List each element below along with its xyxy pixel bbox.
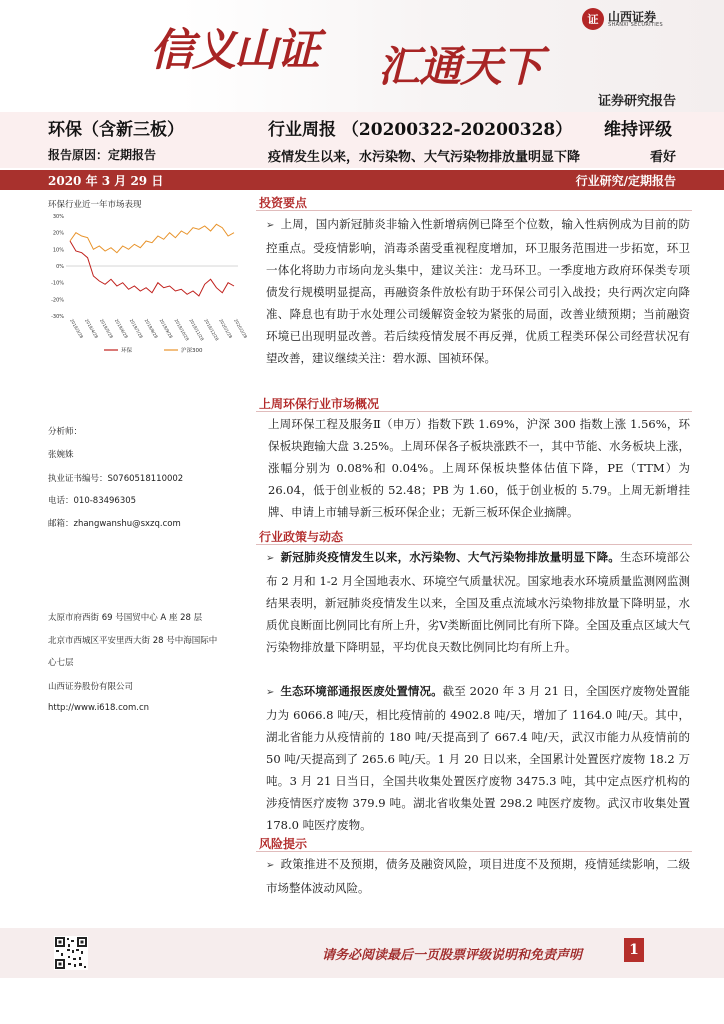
company-name: 山西证券股份有限公司	[48, 682, 134, 692]
x-tick-label: 2020/2/28	[233, 318, 249, 340]
page-number: 1	[624, 938, 644, 962]
series-line-沪深300	[70, 224, 234, 252]
policy-1-heading: 新冠肺炎疫情发生以来，水污染物、大气污染物排放量明显下降。	[280, 550, 620, 564]
report-type: 证券研究报告	[597, 94, 676, 109]
y-tick-label: 10%	[52, 247, 64, 254]
x-tick-label: 2019/9/28	[158, 318, 174, 340]
slogan-left: 信义山证	[150, 25, 318, 76]
email: 邮箱：zhangwanshu@sxzq.com	[48, 519, 181, 529]
outlook: 看好	[650, 150, 677, 165]
company-logo	[582, 8, 663, 30]
rating: 维持评级	[604, 120, 672, 140]
y-tick-label: 0%	[56, 264, 64, 270]
analyst-label: 分析师：	[48, 427, 83, 437]
sector-title: 环保（含新三板）	[48, 120, 184, 140]
report-date: 2020 年 3 月 29 日	[48, 174, 164, 188]
address-beijing-1: 北京市西城区平安里西大街 28 号中海国际中	[48, 636, 218, 646]
x-tick-label: 2019/12/28	[203, 318, 220, 342]
y-tick-label: -20%	[51, 297, 64, 304]
investment-paragraph	[266, 213, 690, 369]
market-performance-chart	[44, 208, 249, 358]
logo-en: SHANXI SECURITIES	[608, 21, 663, 28]
investment-text: 上周，国内新冠肺炎非输入性新增病例已降至个位数，输入性病例成为目前的防控重点。受疫情影响，消毒杀菌受重视程度增加，环卫服务范围进一步拓宽，环卫一体化将助力市场向龙头集中，建议关注：龙马环卫。一季度地方政府环保类专项债发行规模明显提高，再融资条件放松有助于环保公司引入战投；央行两次定向降准、降息也有助于水处理公司缓解资金较为紧张的局面，改善业绩预期；当前融资环境已出现明显改善。若后续疫情发展不再反弹，优质工程类环保公司经营状况有望改善，建议继续关注：碧水源、国祯环保。	[266, 217, 690, 365]
address-beijing-2: 心七层	[48, 658, 74, 668]
section-title-policy: 行业政策与动态	[259, 530, 344, 544]
y-tick-label: 30%	[52, 214, 64, 220]
y-tick-label: -30%	[51, 314, 64, 320]
cert-number: 执业证书编号：S0760518110002	[48, 474, 184, 484]
report-category: 行业研究/定期报告	[575, 174, 676, 188]
risk-paragraph	[266, 853, 690, 899]
section-title-investment: 投资要点	[259, 196, 308, 210]
arrow-bullet-icon: ➢	[266, 553, 275, 564]
risk-text: 政策推进不及预期，债务及融资风险，项目进度不及预期，疫情延续影响，二级市场整体波动风险。	[266, 857, 690, 895]
chart-title: 环保行业近一年市场表现	[48, 200, 142, 210]
x-tick-label: 2020/1/28	[218, 318, 234, 340]
section-title-risk: 风险提示	[259, 837, 308, 851]
arrow-bullet-icon: ➢	[266, 860, 275, 871]
policy-1-text: 生态环境部公布 2 月和 1-2 月全国地表水、环境空气质量状况。国家地表水环境质量监测网监测结果表明，新冠肺炎疫情发生以来，全国及重点流域水污染物排放量下降明显，水质优良断面比例同比有所上升，劣Ⅴ类断面比例同比有所下降。全国及重点区域大气污染物排放量下降明显，平均优良天数比例同比均有所上升。	[266, 550, 690, 654]
section-divider	[256, 411, 692, 412]
market-paragraph: 上周环保工程及服务Ⅱ（申万）指数下跌 1.69%，沪深 300 指数上涨 1.56%，环保板块跑输大盘 3.25%。上周环保各子板块涨跌不一，其中节能、水务板块上涨，涨幅分别为 0.08%和 0.04%。上周环保板块整体估值下降，PE（TTM）为 26.04，低于创业板的 52.48；PB 为 1.60，低于创业板的 5.79。上周无新增挂牌、申请上市辅导新三板环保企业；无新三板环保企业摘牌。	[268, 417, 690, 519]
logo-icon: 证	[582, 8, 604, 30]
x-tick-label: 2019/4/28	[84, 318, 100, 340]
arrow-bullet-icon: ➢	[266, 220, 275, 231]
policy-2-text: 截至 2020 年 3 月 21 日，全国医疗废物处置能力为 6066.8 吨/天，相比疫情前的 4902.8 吨/天，增加了 1164.0 吨/天。其中，湖北省能力从疫情前的 180 吨/天提高到了 667.4 吨/天，武汉市能力从疫情前的 50 吨/天提高到了 265.6 吨/天。1 月 20 日以来，全国累计处置医疗废物 18.2 万吨。3 月 21 日当日，全国共收集处置医疗废物 3475.3 吨，其中定点医疗机构的涉疫情医疗废物 379.9 吨。湖北省收集处置 298.2 吨医疗废物。武汉市收集处置 178.0 吨医疗废物。	[266, 684, 690, 832]
arrow-bullet-icon: ➢	[266, 687, 275, 698]
report-reason: 报告原因：定期报告	[48, 148, 157, 162]
series-line-环保	[70, 241, 234, 296]
x-tick-label: 2019/3/28	[69, 318, 85, 340]
weekly-title: 行业周报 （20200322-20200328）	[268, 120, 573, 140]
x-tick-label: 2019/10/28	[173, 318, 190, 342]
slogan-right: 汇通天下	[378, 42, 543, 91]
headline: 疫情发生以来，水污染物、大气污染物排放量明显下降	[268, 150, 581, 165]
qr-code-icon	[54, 936, 88, 970]
x-tick-label: 2019/11/28	[188, 318, 205, 342]
website-link[interactable]: http://www.i618.com.cn	[48, 703, 150, 713]
x-tick-label: 2019/5/28	[98, 318, 115, 340]
address-taiyuan: 太原市府西街 69 号国贸中心 A 座 28 层	[48, 613, 203, 623]
section-divider	[256, 851, 692, 852]
logo-cn: 山西证券	[608, 9, 657, 24]
disclaimer: 请务必阅读最后一页股票评级说明和免责声明	[322, 948, 583, 963]
policy-paragraph-2	[266, 680, 690, 836]
x-tick-label: 2019/7/28	[128, 318, 144, 340]
y-tick-label: 20%	[52, 230, 64, 237]
section-divider	[256, 544, 692, 545]
y-tick-label: -10%	[51, 280, 64, 287]
legend-label: 环保	[121, 348, 133, 354]
legend-label: 沪深300	[181, 348, 203, 354]
policy-2-heading: 生态环境部通报医废处置情况。	[280, 684, 443, 698]
policy-paragraph-1	[266, 546, 690, 658]
x-tick-label: 2019/8/28	[143, 318, 159, 340]
x-tick-label: 2019/6/28	[113, 318, 129, 340]
section-title-market: 上周环保行业市场概况	[259, 397, 380, 411]
analyst-name: 张婉姝	[48, 450, 74, 460]
phone: 电话：010-83496305	[48, 496, 137, 506]
section-divider	[256, 210, 692, 211]
